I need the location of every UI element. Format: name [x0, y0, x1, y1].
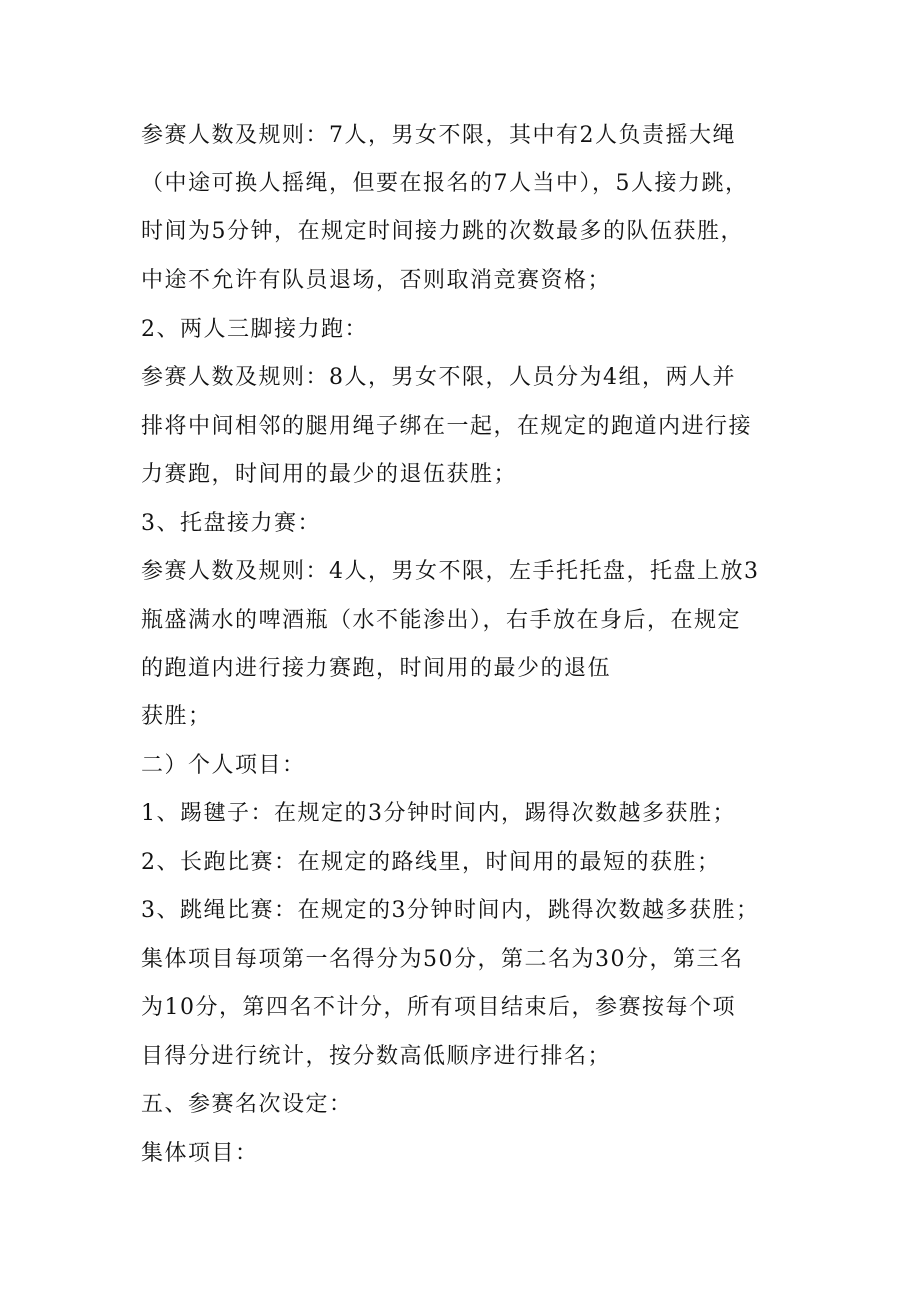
section-heading: 3、托盘接力赛： — [141, 511, 321, 536]
section-heading: 2、两人三脚接力跑： — [141, 317, 368, 342]
text-line: 的跑道内进行接力赛跑，时间用的最少的退伍 — [141, 656, 612, 681]
section-heading: 集体项目： — [141, 1141, 259, 1166]
text-line: 瓶盛满水的啤酒瓶（水不能渗出），右手放在身后，在规定 — [141, 608, 742, 633]
text-line: （中途可换人摇绳，但要在报名的7人当中），5人接力跳， — [141, 171, 749, 196]
text-line: 参赛人数及规则：4人，男女不限，左手托托盘，托盘上放3 — [141, 559, 760, 584]
text-line: 集体项目每项第一名得分为50分，第二名为30分，第三名 — [141, 947, 744, 972]
text-line: 获胜； — [141, 704, 212, 729]
text-line: 参赛人数及规则：7人，男女不限，其中有2人负责摇大绳 — [141, 123, 736, 148]
section-heading: 二）个人项目： — [141, 753, 306, 778]
section-heading: 五、参赛名次设定： — [141, 1092, 353, 1117]
list-item: 1、踢毽子：在规定的3分钟时间内，踢得次数越多获胜； — [141, 801, 736, 826]
text-line: 力赛跑，时间用的最少的退伍获胜； — [141, 462, 518, 487]
text-line: 排将中间相邻的腿用绳子绑在一起，在规定的跑道内进行接 — [141, 414, 753, 439]
list-item: 3、跳绳比赛：在规定的3分钟时间内，跳得次数越多获胜； — [141, 898, 760, 923]
text-line: 为10分，第四名不计分，所有项目结束后，参赛按每个项 — [141, 995, 736, 1020]
text-line: 目得分进行统计，按分数高低顺序进行排名； — [141, 1044, 612, 1069]
text-line: 中途不允许有队员退场，否则取消竞赛资格； — [141, 268, 612, 293]
text-line: 参赛人数及规则：8人，男女不限，人员分为4组，两人并 — [141, 365, 736, 390]
text-line: 时间为5分钟，在规定时间接力跳的次数最多的队伍获胜， — [141, 219, 744, 244]
list-item: 2、长跑比赛：在规定的路线里，时间用的最短的获胜； — [141, 850, 721, 875]
